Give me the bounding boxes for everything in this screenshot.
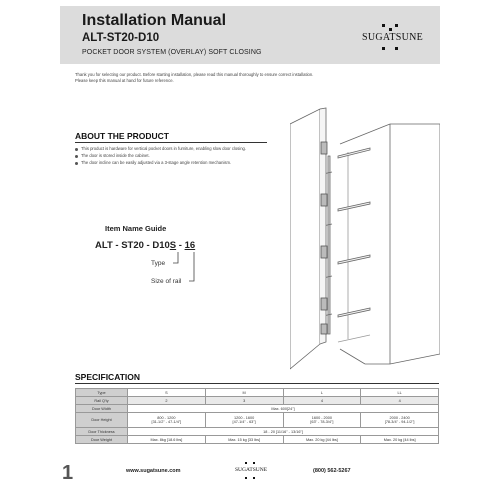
spec-row-rail-qty: [76, 397, 439, 405]
spec-row-door-weight: [76, 436, 439, 444]
spec-row-door-width: [76, 405, 439, 413]
intro-line-1: Thank you for selecting our product. Before starting installation, please read this manual thoroughly to ensure correct installation.: [75, 72, 314, 77]
spec-door-height-cell: 1600 - 2000 [63" - 78-3/4"]: [283, 413, 361, 428]
spec-label-door-width: Door Width: [76, 405, 128, 413]
item-code-type: S: [169, 240, 177, 251]
about-bullet-3: The door incline can be easily adjusted via a 3-stage angle retention mechanism.: [75, 160, 275, 166]
spec-label-type: Type: [76, 389, 128, 397]
spec-label-door-weight: Door Weight: [76, 436, 128, 444]
spec-door-weight-cell: Max. 15 kg [33 lbs]: [205, 436, 283, 444]
footer-phone: (800) 562-5267: [313, 468, 351, 474]
footer-website-link[interactable]: www.sugatsune.com: [126, 468, 181, 474]
spec-rail-qty-cell: 4: [283, 397, 361, 405]
spec-row-type: [76, 389, 439, 397]
spec-rail-qty-cell: 4: [361, 397, 439, 405]
spec-type-cell: LL: [361, 389, 439, 397]
product-subtitle: POCKET DOOR SYSTEM (OVERLAY) SOFT CLOSING: [82, 49, 262, 56]
spec-label-door-thickness: Door Thickness: [76, 428, 128, 436]
spec-door-height-cell: 800 - 1200 [31-1/2" - 47-1/4"]: [128, 413, 206, 428]
spec-type-cell: L: [283, 389, 361, 397]
item-code-prefix: ALT - ST20 - D10: [95, 240, 170, 251]
spec-door-height-cell: 1200 - 1600 [47-1/4" - 63"]: [205, 413, 283, 428]
spec-rail-qty-cell: 2: [128, 397, 206, 405]
about-bullet-1: This product is hardware for vertical pocket doors in furniture, enabling slow door closing.: [75, 146, 275, 152]
item-code-separator: -: [176, 240, 185, 251]
spec-door-weight-cell: Max. 8kg [18.6 lbs]: [128, 436, 206, 444]
spec-door-weight-cell: Max. 20 kg [44 lbs]: [361, 436, 439, 444]
intro-line-2: Please keep this manual at hand for future reference.: [75, 78, 174, 83]
logo-text: SUGATSUNE: [362, 32, 424, 43]
footer-logo-text: SUGATSUNE: [235, 467, 268, 473]
spec-type-cell: S: [128, 389, 206, 397]
spec-type-cell: M: [205, 389, 283, 397]
item-guide-label-size: Size of rail: [151, 278, 182, 285]
about-heading: ABOUT THE PRODUCT: [75, 131, 169, 141]
spec-label-door-height: Door Height: [76, 413, 128, 428]
item-code-size: 16: [184, 240, 196, 251]
footer-logo: [235, 462, 268, 480]
spec-door-width-cell: Max. 600[24"]: [128, 405, 439, 413]
model-number: ALT-ST20-D10: [82, 32, 160, 44]
about-bullet-2: The door is stored inside the cabinet.: [75, 153, 275, 159]
item-guide-label-type: Type: [151, 260, 166, 267]
spec-heading: SPECIFICATION: [75, 372, 141, 382]
spec-row-door-thickness: [76, 428, 439, 436]
spec-divider: [75, 383, 439, 384]
manual-title: Installation Manual: [82, 12, 227, 29]
item-guide-title: Item Name Guide: [105, 224, 167, 233]
page-number: 1: [62, 462, 74, 484]
spec-rail-qty-cell: 3: [205, 397, 283, 405]
spec-table: [75, 388, 439, 444]
spec-door-height-cell: 2000 - 2400 [78-3/4" - 94-1/2"]: [361, 413, 439, 428]
spec-row-door-height: [76, 413, 439, 428]
cabinet-illustration: [290, 84, 440, 374]
spec-door-thickness-cell: 18 - 20 [11/16" - 13/16"]: [128, 428, 439, 436]
spec-label-rail-qty: Rail Q'ty: [76, 397, 128, 405]
spec-door-weight-cell: Max. 20 kg [44 lbs]: [283, 436, 361, 444]
